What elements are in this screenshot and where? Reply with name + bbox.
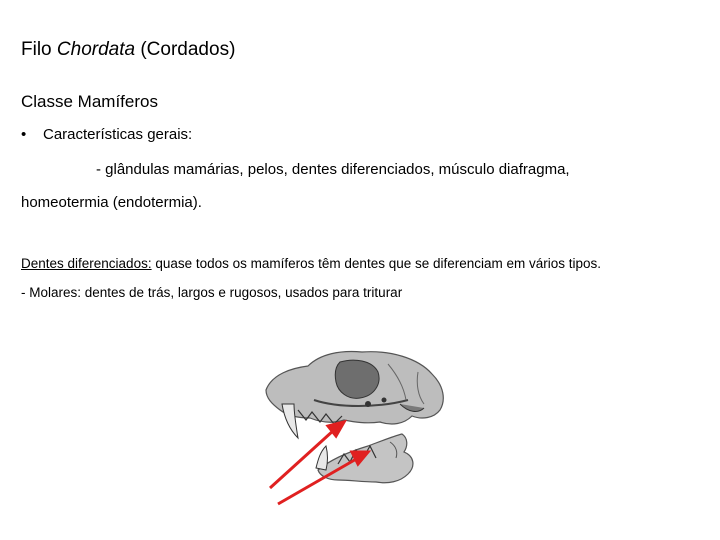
features-line-1: - glândulas mamárias, pelos, dentes diferenciados, músculo diafragma,: [96, 161, 570, 178]
molars-definition: - Molares: dentes de trás, largos e rugosos, usados para triturar: [21, 285, 403, 300]
bullet-item: [21, 126, 192, 143]
bullet-icon: •: [21, 126, 27, 143]
features-line-2: homeotermia (endotermia).: [21, 194, 202, 211]
page-title: Filo Chordata (Cordados): [21, 39, 236, 60]
skull-mandible: [318, 434, 413, 483]
teeth-text: quase todos os mamíferos têm dentes que se diferenciam em vários tipos.: [151, 256, 602, 271]
class-heading: Classe Mamíferos: [21, 92, 158, 111]
bullet-text: Características gerais:: [43, 126, 193, 143]
molars-text: dentes de trás, largos e rugosos, usados para triturar: [81, 285, 403, 300]
teeth-definition: [21, 256, 601, 271]
skull-lower-canine: [316, 446, 328, 470]
skull-orbit: [335, 360, 379, 398]
teeth-label: Dentes diferenciados:: [21, 256, 152, 271]
cat-skull-figure: [258, 342, 458, 514]
molars-label: Molares:: [29, 285, 82, 300]
